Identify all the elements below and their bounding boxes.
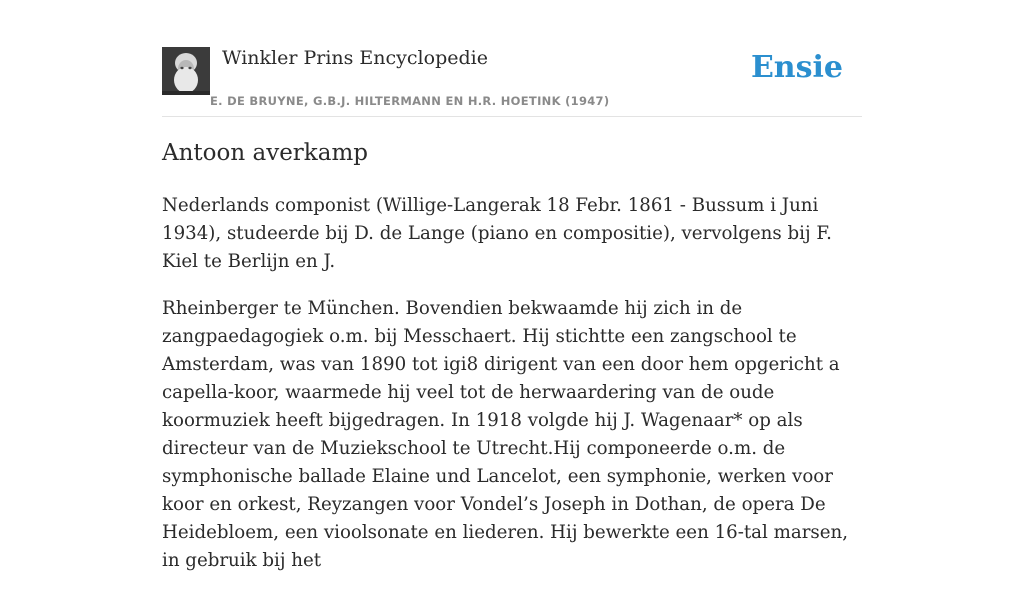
article-paragraph-1: Nederlands componist (Willige-Langerak 18 Febr. 1861 - Bussum i Juni 1934), studeerde bij D. de Lange (piano en compositie), vervolgens bij F. Kiel te Berlijn en J. <box>162 195 832 272</box>
authors-credit: E. DE BRUYNE, G.B.J. HILTERMANN EN H.R. HOETINK (1947) <box>210 94 610 108</box>
ensie-logo[interactable]: Ensie <box>750 50 843 85</box>
site-title[interactable]: Winkler Prins Encyclopedie <box>222 47 488 69</box>
article-title: Antoon averkamp <box>162 140 368 166</box>
article-paragraph-2: Rheinberger te München. Bovendien bekwaamde hij zich in de zangpaedagogiek o.m. bij Messchaert. Hij stichtte een zangschool te Amsterdam, was van 1890 tot igi8 dirigent van een door hem opgericht a capella-koor, waarmede hij veel tot de herwaardering van de oude koormuziek heeft bijgedragen. In 1918 volgde hij J. Wagenaar* op als directeur van de Muziekschool te Utrecht.Hij componeerde o.m. de symphonische ballade Elaine und Lancelot, een symphonie, werken voor koor en orkest, Reyzangen voor Vondel’s Joseph in Dothan, de opera De Heidebloem, een vioolsonate en liederen. Hij bewerkte een 16-tal marsen, in gebruik bij het <box>162 298 848 571</box>
portrait-bearded-man-icon <box>162 47 210 95</box>
site-header <box>162 40 862 117</box>
article-body <box>162 192 862 594</box>
author-avatar[interactable] <box>162 47 210 95</box>
